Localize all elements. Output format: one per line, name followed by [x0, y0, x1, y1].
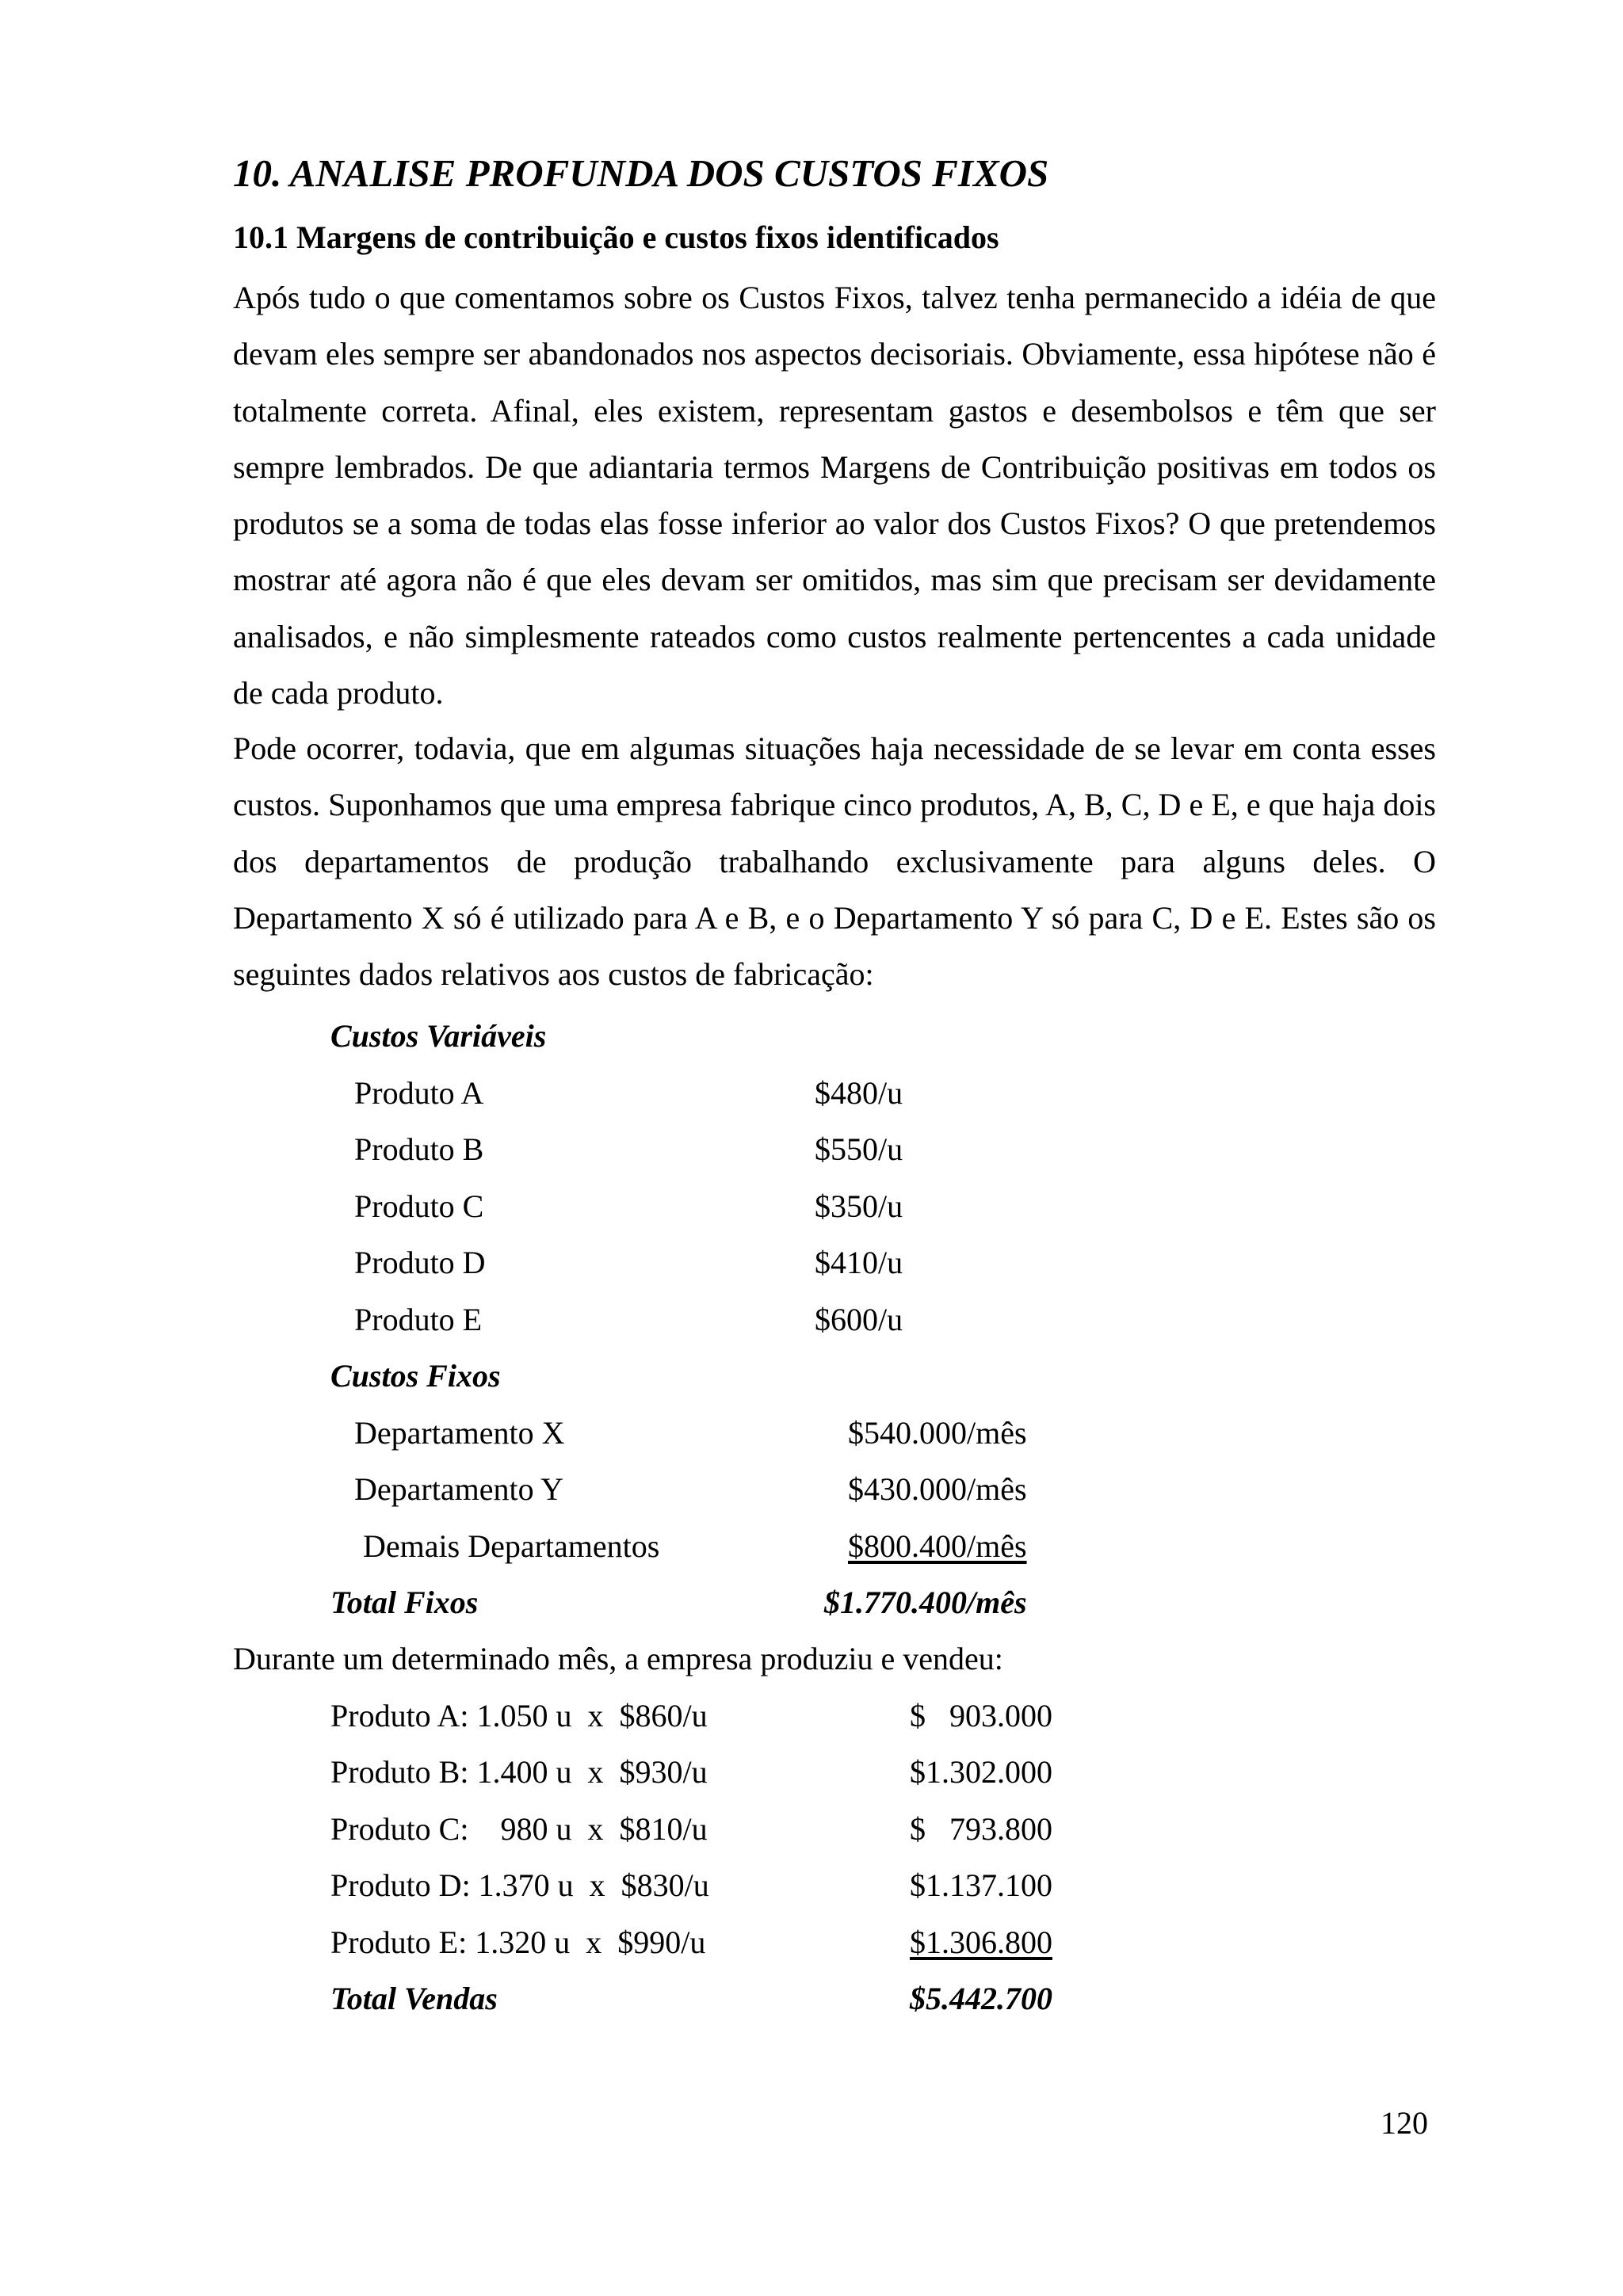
- variable-cost-value: $600/u: [815, 1302, 903, 1337]
- sales-row-label: Produto A: 1.050 u x $860/u: [330, 1698, 708, 1733]
- total-sales-label: Total Vendas: [330, 1981, 498, 2016]
- fixed-cost-value: $800.400/mês: [848, 1528, 1027, 1564]
- sales-row-value: $1.302.000: [910, 1754, 1052, 1790]
- variable-cost-value: $350/u: [815, 1188, 903, 1224]
- total-fixed-label: Total Fixos: [330, 1585, 479, 1620]
- paragraph-1: Após tudo o que comentamos sobre os Custos Fixos, talvez tenha permanecido a idéia de que devam eles sempre ser abandonados nos aspectos decisoriais. Obviamente, essa hipótese não é totalmente correta. Afinal, eles existem, representam gastos e desembolsos e têm que ser sempre lembrados. De que adiantaria termos Margens de Contribuição positivas em todos os produtos se a soma de todas elas fosse inferior ao valor dos Custos Fixos? O que pretendemos mostrar até agora não é que eles devam ser omitidos, mas sim que precisam ser devidamente analisados, e não simplesmente rateados como custos realmente pertencentes a cada unidade de cada produto.: [233, 280, 1436, 711]
- fixed-cost-value: $540.000/mês: [848, 1415, 1027, 1451]
- variable-cost-label: Produto D: [354, 1245, 486, 1280]
- variable-cost-value: $410/u: [815, 1245, 903, 1280]
- fixed-costs-heading: Custos Fixos: [330, 1358, 501, 1394]
- subsection-heading: 10.1 Margens de contribuição e custos fixos identificados: [233, 219, 999, 255]
- variable-cost-label: Produto B: [354, 1131, 484, 1167]
- variable-cost-label: Produto C: [354, 1188, 484, 1224]
- fixed-cost-value: $430.000/mês: [848, 1471, 1027, 1507]
- sales-row-label: Produto C: 980 u x $810/u: [330, 1811, 708, 1847]
- sales-row-value: $1.137.100: [910, 1867, 1052, 1903]
- fixed-cost-label: Demais Departamentos: [363, 1528, 660, 1564]
- fixed-cost-label: Departamento Y: [354, 1471, 563, 1507]
- variable-cost-value: $480/u: [815, 1075, 903, 1111]
- variable-cost-label: Produto E: [354, 1302, 483, 1337]
- sales-row-label: Produto D: 1.370 u x $830/u: [330, 1867, 709, 1903]
- total-fixed-value: $1.770.400/mês: [824, 1585, 1027, 1620]
- variable-cost-value: $550/u: [815, 1131, 903, 1167]
- sales-intro: Durante um determinado mês, a empresa produziu e vendeu:: [233, 1641, 1003, 1676]
- page-number: 120: [1381, 2105, 1428, 2141]
- sales-row-label: Produto E: 1.320 u x $990/u: [330, 1924, 706, 1960]
- sales-row-value: $ 903.000: [910, 1698, 1052, 1733]
- section-heading: 10. ANALISE PROFUNDA DOS CUSTOS FIXOS: [233, 151, 1049, 195]
- sales-row-value: $ 793.800: [910, 1811, 1052, 1847]
- total-sales-value: $5.442.700: [910, 1981, 1052, 2016]
- variable-costs-heading: Custos Variáveis: [330, 1018, 547, 1054]
- variable-cost-label: Produto A: [354, 1075, 484, 1111]
- fixed-cost-label: Departamento X: [354, 1415, 565, 1451]
- paragraph-2: Pode ocorrer, todavia, que em algumas situações haja necessidade de se levar em conta esses custos. Suponhamos que uma empresa fabrique cinco produtos, A, B, C, D e E, e que haja dois dos departamentos de produção trabalhando exclusivamente para alguns deles. O Departamento X só é utilizado para A e B, e o Departamento Y só para C, D e E. Estes são os seguintes dados relativos aos custos de fabricação:: [233, 730, 1436, 993]
- sales-row-label: Produto B: 1.400 u x $930/u: [330, 1754, 708, 1790]
- sales-row-value: $1.306.800: [910, 1924, 1052, 1960]
